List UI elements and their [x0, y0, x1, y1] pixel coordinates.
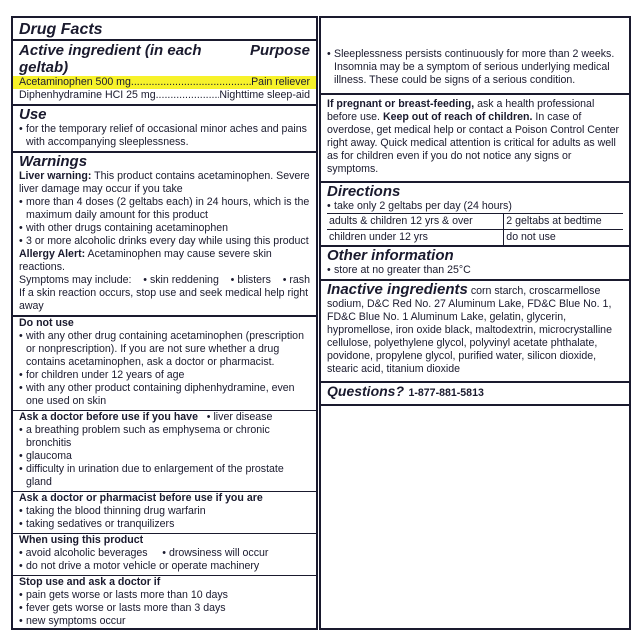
list-item: • glaucoma [19, 450, 310, 463]
ingredient-name: Acetaminophen 500 mg [19, 76, 131, 88]
list-item: • with other drugs containing acetaminophen [19, 222, 310, 235]
when-using-heading: When using this product [19, 534, 144, 546]
table-row [327, 230, 623, 246]
active-ingredient-header [13, 39, 316, 76]
title-block [13, 18, 316, 39]
ingredient-purpose: Pain reliever [251, 76, 310, 88]
list-item: • with any other drug containing acetaminophen (prescription or nonprescription). If you are not sure whether a drug contains acetaminophen, ask a doctor or pharmacist. [19, 330, 310, 369]
use-heading: Use [19, 106, 47, 123]
ingredient-row-acetaminophen [13, 76, 316, 89]
table-cell: adults & children 12 yrs & over [327, 214, 504, 230]
other-info-heading: Other information [327, 247, 454, 264]
ingredient-row-diphenhydramine [19, 89, 310, 102]
list-item: • with any other product containing diphenhydramine, even one used on skin [19, 382, 310, 408]
directions-heading: Directions [327, 183, 401, 200]
table-row [327, 214, 623, 230]
do-not-use-list [19, 330, 310, 408]
ask-pharmacist-heading: Ask a doctor or pharmacist before use if you are [19, 492, 263, 504]
drug-facts-left-panel [11, 16, 318, 630]
list-item: • for the temporary relief of occasional minor aches and pains with accompanying sleeplessness. [19, 123, 310, 149]
directions-list [327, 200, 623, 213]
list-item: • taking sedatives or tranquilizers [19, 518, 310, 531]
pregnancy-warning: If pregnant or breast-feeding, ask a health professional before use. Keep out of reach of children. In case of overdose, get medical help or contact a Poison Control Center right away. Quick medical attention is critical for adults as well as for children even if you do not notice any signs or symptoms. [327, 98, 620, 175]
ask-doctor-list [19, 424, 310, 489]
list-item: • Sleeplessness persists continuously for more than 2 weeks. Insomnia may be a symptom of serious underlying medical illness. These could be signs of a serious condition. [327, 48, 623, 87]
questions-line: Questions? 1-877-881-5813 [327, 383, 484, 399]
list-item: • a breathing problem such as emphysema or chronic bronchitis [19, 424, 310, 450]
list-item: • store at no greater than 25°C [327, 264, 623, 277]
stop-use-list [19, 589, 310, 628]
list-item: • taking the blood thinning drug warfarin [19, 505, 310, 518]
ask-pharmacist-list [19, 505, 310, 531]
warnings-heading: Warnings [19, 153, 88, 170]
list-item: • difficulty in urination due to enlargement of the prostate gland [19, 463, 310, 489]
allergy-alert: Allergy Alert: Acetaminophen may cause severe skin reactions. [19, 248, 272, 273]
other-info-list [327, 264, 623, 277]
active-ingredient-heading: Active ingredient (in each geltab) [19, 42, 202, 76]
list-item: • 3 or more alcoholic drinks every day while using this product [19, 235, 310, 248]
skin-reaction-text: If a skin reaction occurs, stop use and seek medical help right away [19, 287, 309, 312]
table-cell: children under 12 yrs [327, 230, 504, 246]
ingredient-name: Diphenhydramine HCI 25 mg [19, 89, 156, 101]
when-using-inline: • avoid alcoholic beverages • drowsiness will occur [19, 547, 269, 559]
directions-table [327, 213, 623, 245]
ask-doctor-heading: Ask a doctor before use if you have • liver disease [19, 411, 273, 423]
liver-warning: Liver warning: This product contains acetaminophen. Severe liver damage may occur if you take [19, 170, 310, 195]
list-item: • for children under 12 years of age [19, 369, 310, 382]
symptoms-line: Symptoms may include: • skin reddening • blisters • rash [19, 274, 310, 286]
inactive-ingredients: Inactive ingredients corn starch, croscarmellose sodium, D&C Red No. 27 Aluminum Lake, FD&C Blue No. 1, FD&C Blue No. 1 Aluminum Lake, gelatin, glycerin, hypromellose, iron oxide black, maltodextrin, microcrystalline cellulose, polyethylene glycol, polyvinyl acetate phthalate, povidone, propylene glycol, purified water, silicon dioxide, stearic acid, titanium dioxide [327, 281, 612, 375]
list-item: • new symptoms occur [19, 615, 310, 628]
phone-number: 1-877-881-5813 [408, 387, 484, 399]
ingredient-purpose: Nighttime sleep-aid [219, 89, 310, 101]
drug-facts-right-panel [319, 16, 631, 630]
table-cell: 2 geltabs at bedtime [504, 214, 623, 230]
list-item: • pain gets worse or lasts more than 10 days [19, 589, 310, 602]
when-using-list [19, 560, 310, 573]
list-item: • more than 4 doses (2 geltabs each) in 24 hours, which is the maximum daily amount for this product [19, 196, 310, 222]
stop-use-heading: Stop use and ask a doctor if [19, 576, 161, 588]
list-item: • fever gets worse or lasts more than 3 days [19, 602, 310, 615]
use-list [19, 123, 310, 149]
table-cell: do not use [504, 230, 623, 246]
list-item: • take only 2 geltabs per day (24 hours) [327, 200, 623, 213]
purpose-heading: Purpose [249, 42, 310, 59]
liver-warning-list [19, 196, 310, 248]
stop-use-continued-list [327, 48, 623, 87]
do-not-use-heading: Do not use [19, 317, 74, 329]
list-item: • do not drive a motor vehicle or operate machinery [19, 560, 310, 573]
page-title: Drug Facts [19, 21, 103, 38]
